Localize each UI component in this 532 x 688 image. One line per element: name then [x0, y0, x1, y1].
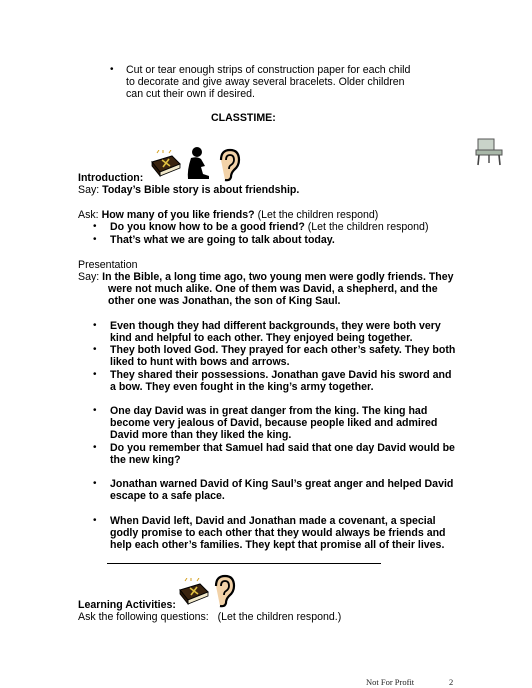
chair-icon [474, 137, 510, 167]
presentation-say-label: Say: [78, 271, 100, 283]
bible-icon [178, 578, 210, 608]
intro-heading: Introduction: [78, 172, 144, 184]
story-point-line: Even though they had different backgrounds, they were both very [110, 320, 441, 332]
intro-say-line [78, 184, 299, 196]
prep-line-1: Cut or tear enough strips of construction paper for each child [126, 64, 411, 76]
story-point-line: a bow. They even fought in the king’s army together. [110, 381, 374, 393]
learning-instruction-note: (Let the children respond.) [217, 611, 342, 623]
story-point-line: the new king? [110, 454, 181, 466]
bullet-marker: • [93, 515, 97, 526]
prep-bullet: • [110, 64, 114, 75]
intro-bullet-1 [110, 221, 428, 233]
bullet-marker: • [93, 234, 97, 245]
intro-bullet-1-bold: Do you know how to be a good friend? [110, 221, 305, 233]
presentation-say-text-1: In the Bible, a long time ago, two young men were godly friends. They [102, 271, 454, 283]
story-point-line: godly promise to each other that they would always be friends and [110, 527, 446, 539]
story-point-line: When David left, David and Jonathan made a covenant, a special [110, 515, 436, 527]
story-point-line: liked to hunt with bows and arrows. [110, 356, 290, 368]
intro-say-label: Say: [78, 184, 100, 196]
bullet-marker: • [93, 442, 97, 453]
story-point-line: help each other’s families. They kept that promise all of their lives. [110, 539, 445, 551]
story-point-line: Jonathan warned David of King Saul’s great anger and helped David [110, 478, 454, 490]
presentation-heading: Presentation [78, 259, 138, 271]
bullet-marker: • [93, 344, 97, 355]
page-number: 2 [449, 677, 454, 687]
praying-person-icon [185, 146, 211, 180]
story-point-line: One day David was in great danger from the king. The king had [110, 405, 428, 417]
story-point-line: David more than they liked the king. [110, 429, 292, 441]
prep-line-3: can cut their own if desired. [126, 88, 255, 100]
bullet-marker: • [93, 478, 97, 489]
story-point-line: become very jealous of David, because people liked and admired [110, 417, 438, 429]
bullet-marker: • [93, 369, 97, 380]
classtime-heading: CLASSTIME: [211, 112, 276, 124]
intro-ask-question: How many of you like friends? [101, 209, 255, 221]
presentation-say-line-2: were not much alike. One of them was David, a shepherd, and the [108, 283, 438, 295]
ear-icon [212, 574, 236, 608]
intro-ask-note: (Let the children respond) [257, 209, 379, 221]
story-point-line: kind and helpful to each other. They enjoyed being together. [110, 332, 413, 344]
section-divider [107, 563, 381, 564]
presentation-say-line-1 [78, 271, 454, 283]
learning-instruction [78, 611, 341, 623]
bullet-marker: • [93, 320, 97, 331]
prep-line-2: to decorate and give away several bracelets. Older children [126, 76, 405, 88]
story-point-line: escape to a safe place. [110, 490, 225, 502]
bible-icon [150, 150, 182, 180]
presentation-say-line-3: other one was Jonathan, the son of King Saul. [108, 295, 341, 307]
bullet-marker: • [93, 221, 97, 232]
intro-say-text: Today’s Bible story is about friendship. [102, 184, 300, 196]
ear-icon [217, 148, 241, 182]
intro-bullet-1-note: (Let the children respond) [307, 221, 429, 233]
story-point-line: They both loved God. They prayed for each other’s safety. They both [110, 344, 456, 356]
story-point-line: Do you remember that Samuel had said that one day David would be [110, 442, 455, 454]
bullet-marker: • [93, 405, 97, 416]
footer-label: Not For Profit [366, 677, 415, 687]
intro-bullet-2: That’s what we are going to talk about today. [110, 234, 335, 246]
intro-ask-line [78, 209, 378, 221]
learning-instruction-text: Ask the following questions: [78, 611, 209, 623]
learning-heading: Learning Activities: [78, 599, 176, 611]
story-point-line: They shared their possessions. Jonathan gave David his sword and [110, 369, 452, 381]
intro-ask-label: Ask: [78, 209, 99, 221]
